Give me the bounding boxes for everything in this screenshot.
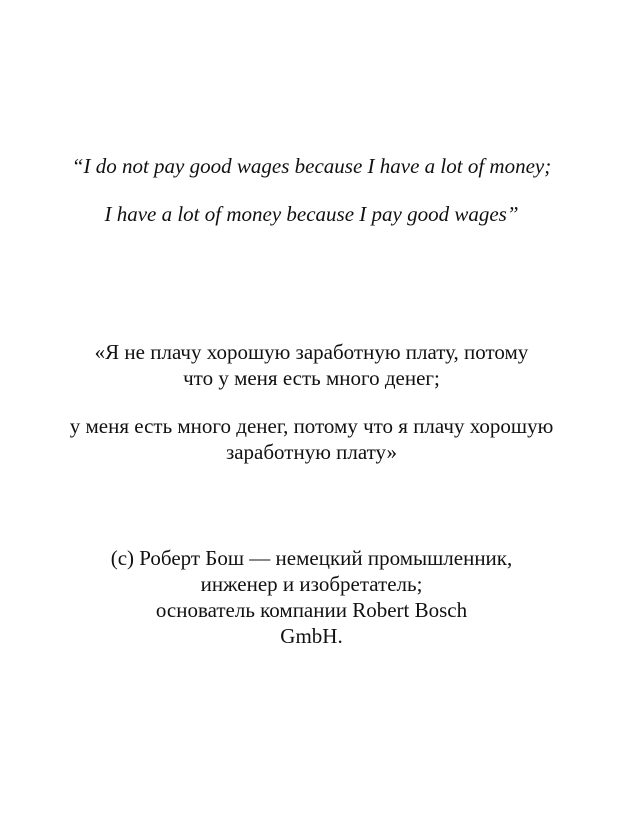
- attribution-line-1: (c) Роберт Бош — немецкий промышленник,: [110, 546, 513, 570]
- attribution-line-3: основатель компании Robert Bosch: [155, 598, 468, 622]
- russian-quote-gap: [0, 391, 623, 413]
- english-quote: [0, 153, 623, 227]
- russian-quote-line-2: что у меня есть много денег;: [183, 366, 440, 390]
- attribution-line-2: инженер и изобретатель;: [200, 572, 423, 596]
- english-quote-gap: [0, 179, 623, 201]
- russian-quote: [0, 339, 623, 465]
- english-quote-line-2: I have a lot of money because I pay good wages”: [104, 202, 519, 226]
- english-quote-line-1: “I do not pay good wages because I have a lot of money;: [71, 154, 552, 178]
- attribution-line-4: GmbH.: [280, 624, 343, 648]
- russian-quote-line-4: заработную плату»: [225, 440, 398, 464]
- attribution: [0, 545, 623, 649]
- russian-quote-line-3: у меня есть много денег, потому что я плачу хорошую: [69, 414, 554, 438]
- russian-quote-line-1: «Я не плачу хорошую заработную плату, потому: [94, 340, 529, 364]
